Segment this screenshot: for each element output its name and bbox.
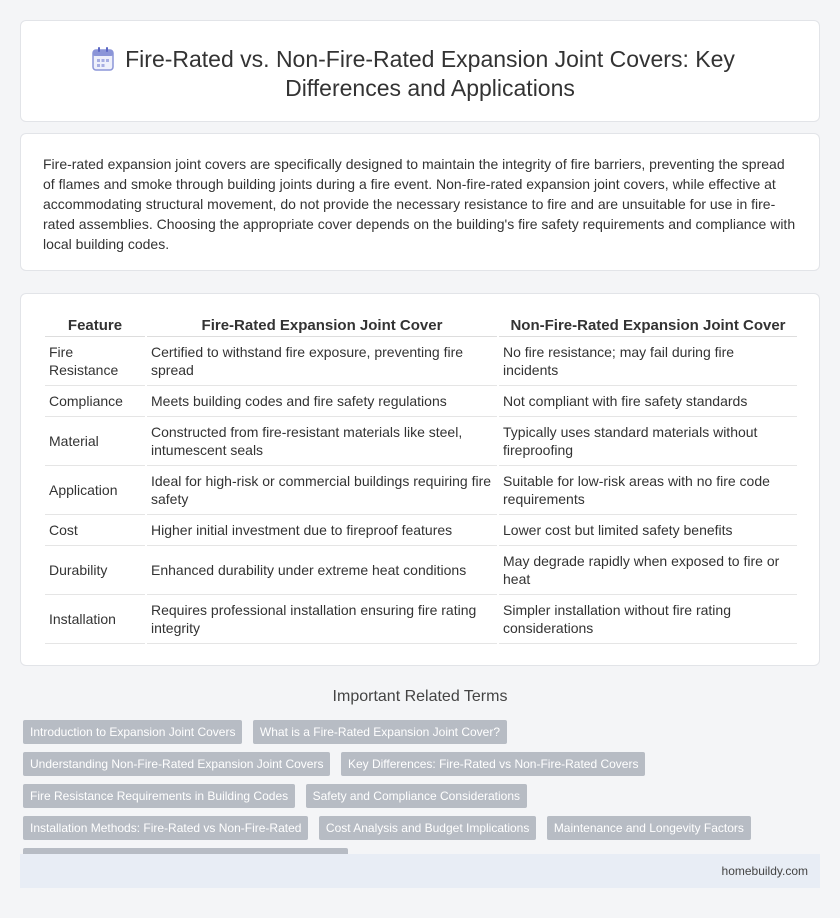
related-term-tag[interactable]: What is a Fire-Rated Expansion Joint Cover?	[253, 720, 507, 744]
related-term-tag[interactable]: Cost Analysis and Budget Implications	[319, 816, 536, 840]
fire-rated-cell: Constructed from fire-resistant materials like steel, intumescent seals	[147, 417, 497, 466]
non-fire-rated-cell: Typically uses standard materials without fireproofing	[499, 417, 797, 466]
non-fire-rated-cell: No fire resistance; may fail during fire incidents	[499, 337, 797, 386]
comparison-table-card	[20, 293, 820, 666]
table-header-row	[45, 312, 797, 337]
feature-cell: Application	[45, 466, 145, 515]
table-row	[45, 595, 797, 644]
table-row	[45, 337, 797, 386]
table-row	[45, 417, 797, 466]
footer-site-link[interactable]: homebuildy.com	[721, 864, 808, 878]
feature-cell: Fire Resistance	[45, 337, 145, 386]
related-term-tag[interactable]: Safety and Compliance Considerations	[306, 784, 527, 808]
related-term-tag[interactable]: Fire Resistance Requirements in Building Codes	[23, 784, 295, 808]
fire-rated-cell: Certified to withstand fire exposure, preventing fire spread	[147, 337, 497, 386]
related-term-tag[interactable]: Key Differences: Fire-Rated vs Non-Fire-Rated Covers	[341, 752, 646, 776]
feature-cell: Material	[45, 417, 145, 466]
fire-rated-cell: Meets building codes and fire safety regulations	[147, 386, 497, 417]
non-fire-rated-cell: Not compliant with fire safety standards	[499, 386, 797, 417]
table-row	[45, 466, 797, 515]
feature-cell: Installation	[45, 595, 145, 644]
feature-cell: Cost	[45, 515, 145, 546]
fire-rated-cell: Enhanced durability under extreme heat conditions	[147, 546, 497, 595]
fire-rated-cell: Requires professional installation ensuring fire rating integrity	[147, 595, 497, 644]
non-fire-rated-cell: Lower cost but limited safety benefits	[499, 515, 797, 546]
related-term-tag[interactable]: Understanding Non-Fire-Rated Expansion Joint Covers	[23, 752, 330, 776]
header-fire-rated: Fire-Rated Expansion Joint Cover	[147, 312, 497, 337]
footer	[20, 854, 820, 888]
non-fire-rated-cell: Suitable for low-risk areas with no fire code requirements	[499, 466, 797, 515]
table-row	[45, 515, 797, 546]
table-row	[45, 386, 797, 417]
non-fire-rated-cell: Simpler installation without fire rating considerations	[499, 595, 797, 644]
fire-rated-cell: Higher initial investment due to fireproof features	[147, 515, 497, 546]
feature-cell: Compliance	[45, 386, 145, 417]
comparison-table	[43, 312, 799, 644]
non-fire-rated-cell: May degrade rapidly when exposed to fire or heat	[499, 546, 797, 595]
related-term-tag[interactable]: Maintenance and Longevity Factors	[547, 816, 751, 840]
header-feature: Feature	[45, 312, 145, 337]
feature-cell: Durability	[45, 546, 145, 595]
intro-paragraph: Fire-rated expansion joint covers are specifically designed to maintain the integrity of fire barriers, preventing the spread of flames and smoke through building joints during a fire event. Non-fire-rated expansion joint covers, while effective at accommodating structural movement, do not provide the necessary resistance to fire and are unsuitable for use in fire-rated assemblies. Choosing the appropriate cover depends on the building's fire safety requirements and compliance with local building codes.	[43, 156, 796, 252]
related-term-tag[interactable]: Introduction to Expansion Joint Covers	[23, 720, 242, 744]
table-row	[45, 546, 797, 595]
fire-rated-cell: Ideal for high-risk or commercial buildings requiring fire safety	[147, 466, 497, 515]
title-card	[20, 20, 820, 122]
header-non-fire-rated: Non-Fire-Rated Expansion Joint Cover	[499, 312, 797, 337]
page-title: Fire-Rated vs. Non-Fire-Rated Expansion Joint Covers: Key Differences and Applications	[125, 46, 735, 101]
related-terms-heading: Important Related Terms	[332, 688, 508, 705]
related-term-tag[interactable]: Installation Methods: Fire-Rated vs Non-Fire-Rated	[23, 816, 308, 840]
intro-card	[20, 133, 820, 271]
